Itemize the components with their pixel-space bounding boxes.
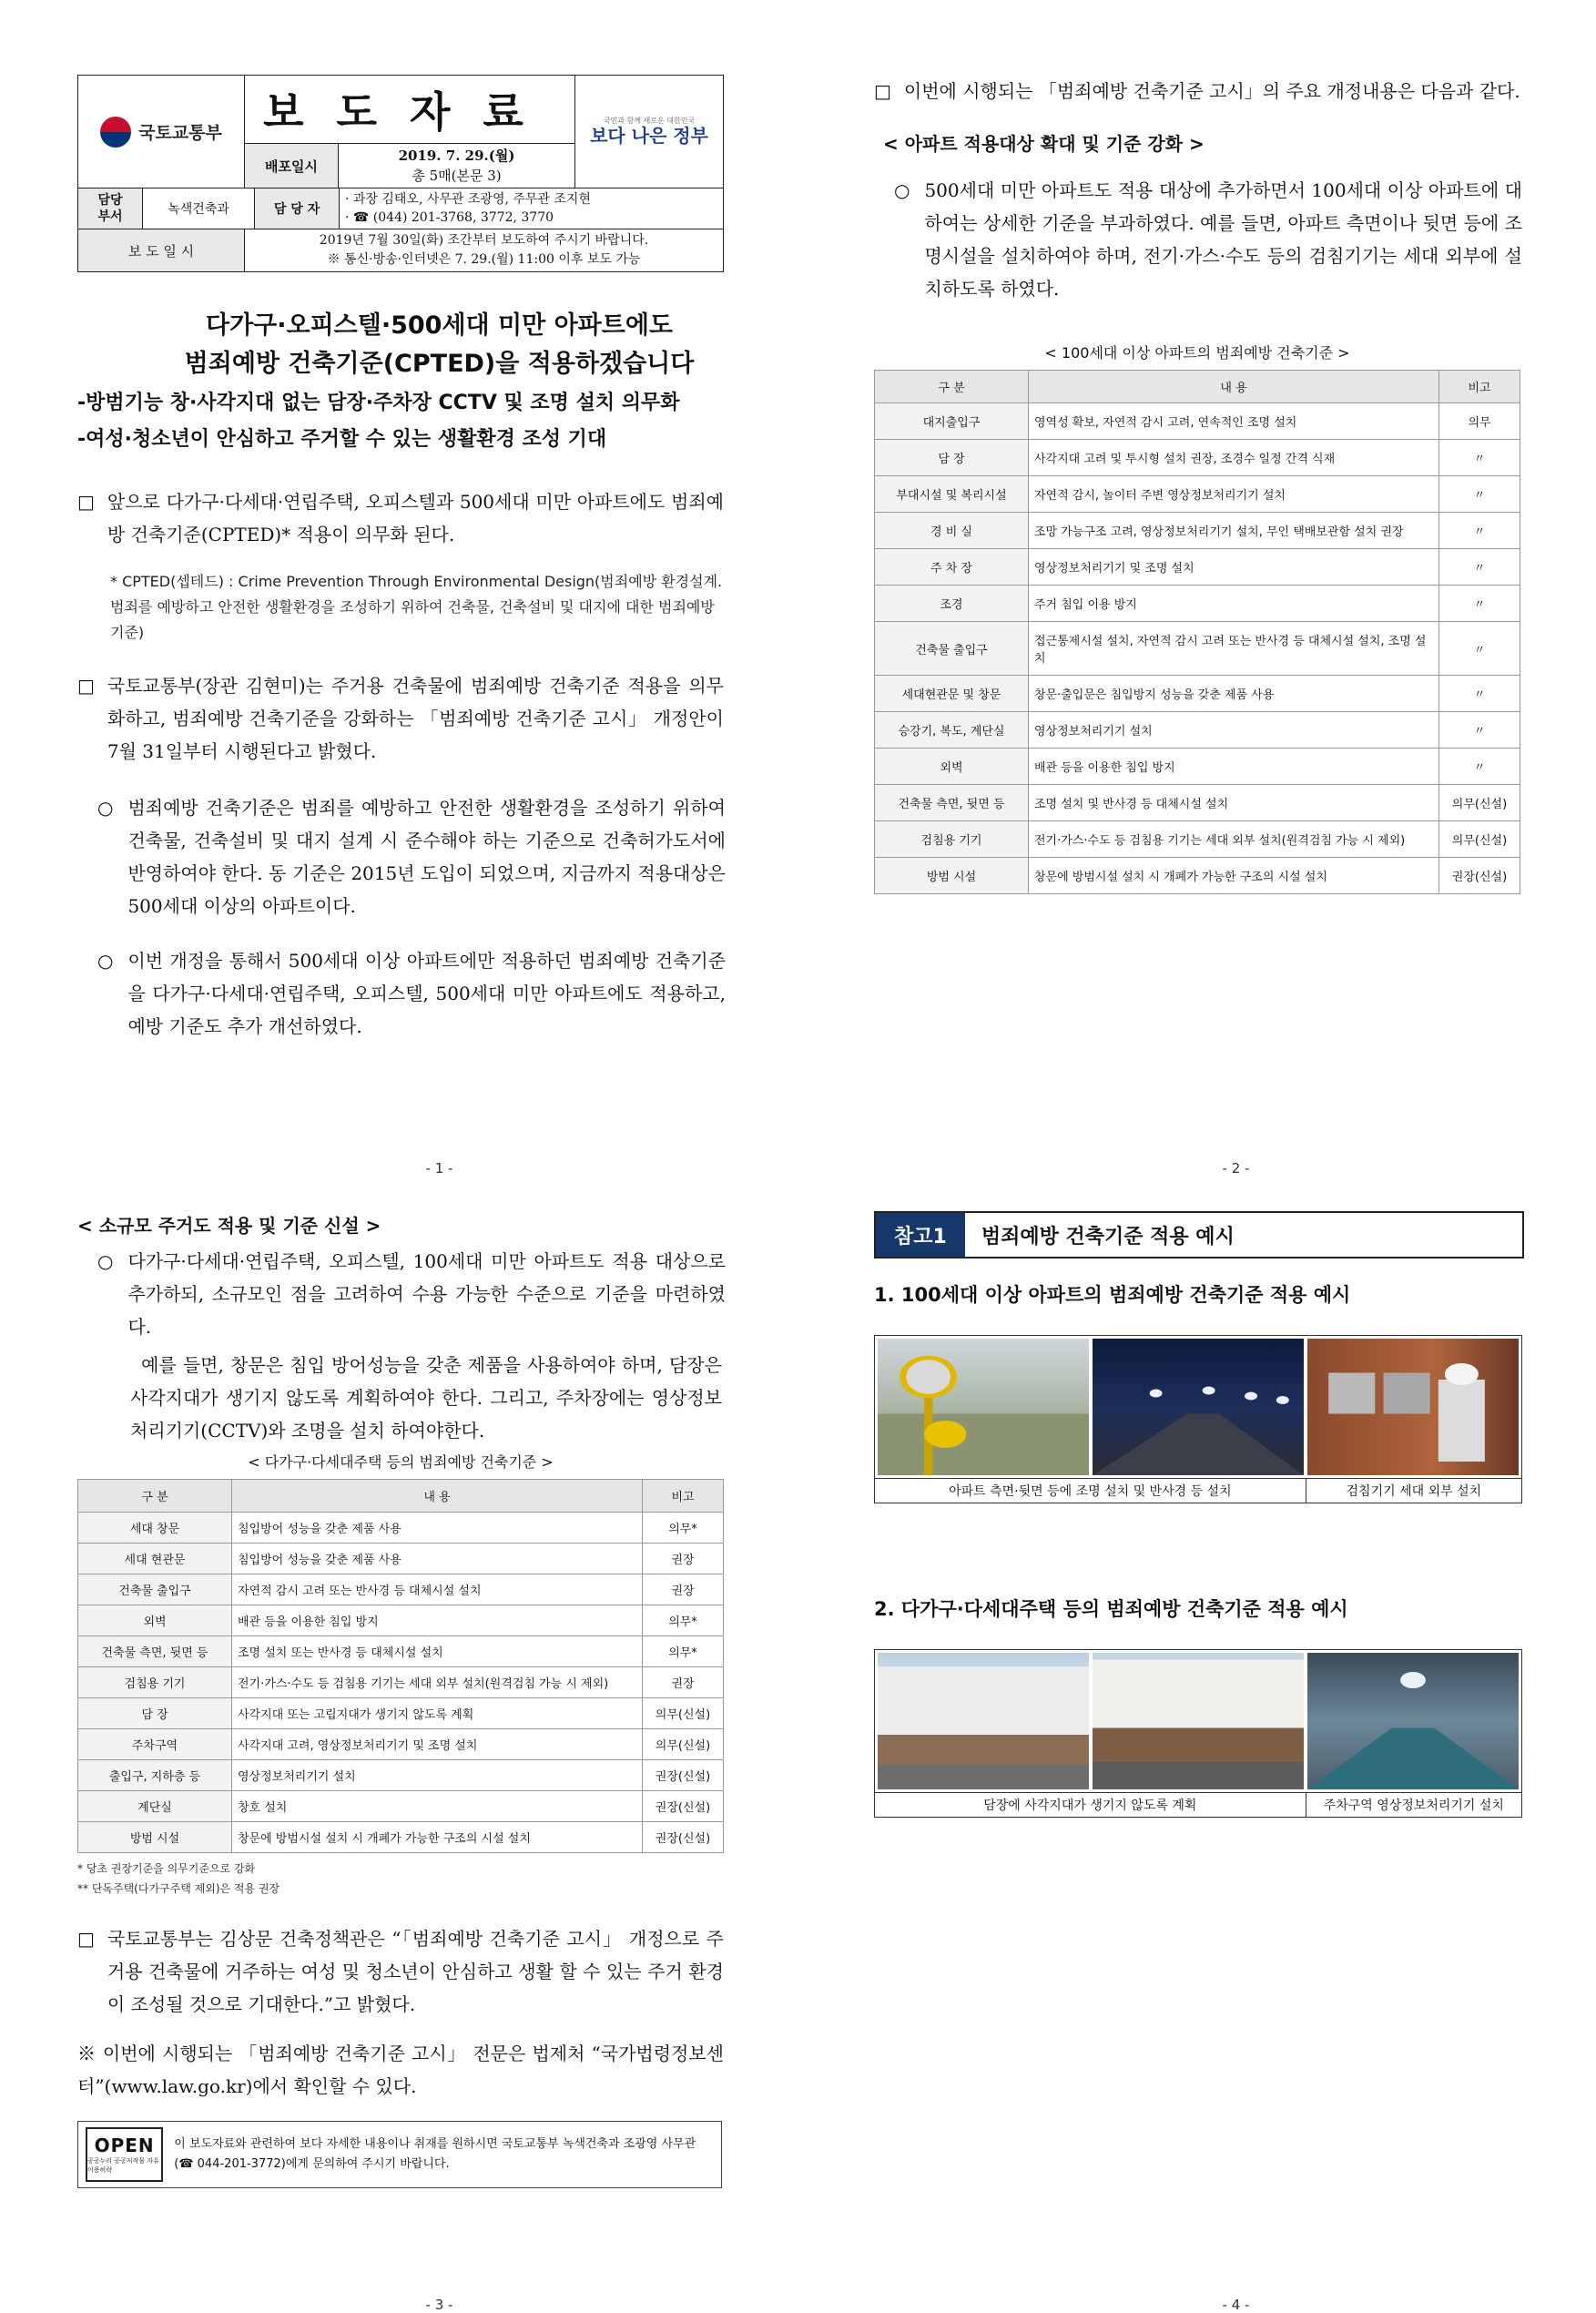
photo-group-2 xyxy=(874,1649,1522,1818)
content-cell: 침입방어 성능을 갖춘 제품 사용 xyxy=(232,1544,643,1574)
category-cell: 세대 창문 xyxy=(78,1513,232,1544)
gov-logo: 국민과 함께 새로운 대한민국 보다 나은 정부 xyxy=(590,117,708,147)
circle-bullet-icon: ○ xyxy=(97,1250,114,1272)
photo-caption: 검침기기 세대 외부 설치 xyxy=(1346,1484,1482,1499)
category-cell: 세대 현관문 xyxy=(78,1544,232,1574)
open-license-logo: OPEN 공공누리 공공저작물 자유이용허락 xyxy=(86,2127,163,2182)
release-label: 보 도 일 시 xyxy=(78,229,245,272)
category-cell: 계단실 xyxy=(78,1791,232,1822)
remark-cell: 의무(신설) xyxy=(643,1729,724,1760)
square-bullet-icon: □ xyxy=(77,491,95,513)
ministry-logo-cell xyxy=(78,76,245,189)
category-cell: 승강기, 복도, 계단실 xyxy=(875,712,1029,749)
ministry-logo: 국토교통부 xyxy=(84,117,239,148)
remark-cell: 〃 xyxy=(1439,586,1520,622)
table-row xyxy=(78,1822,724,1853)
paragraph-3: ○ 범죄예방 건축기준은 범죄를 예방하고 안전한 생활환경을 조성하기 위하여 건축물, 건축설비 및 대지 설계 시 준수해야 하는 기준으로 건축허가도서에 반영하여야 한다. 동 기준은 2015년 도입이 되었으며, 지금까지 적용대상은 500세대 이상의 아파트이다. xyxy=(77,791,726,922)
remark-cell: 의무(신설) xyxy=(1439,821,1520,858)
footnote-2: ** 단독주택(다가구주택 제외)은 적용 권장 xyxy=(77,1882,280,1895)
remark-cell: 〃 xyxy=(1439,513,1520,549)
category-cell: 건축물 출입구 xyxy=(78,1574,232,1605)
remark-cell: 권장(신설) xyxy=(643,1760,724,1791)
square-bullet-icon: □ xyxy=(874,80,891,102)
table-row xyxy=(875,549,1520,586)
square-bullet-icon: □ xyxy=(77,675,95,697)
content-cell: 창호 설치 xyxy=(232,1791,643,1822)
remark-cell: 의무(신설) xyxy=(1439,785,1520,821)
paragraph-3: □ 국토교통부는 김상문 건축정책관은 “「범죄예방 건축기준 고시」 개정으로 주거용 건축물에 거주하는 여성 및 청소년이 안심하고 생활 할 수 있는 주거 환경이 조성될 것으로 기대한다.”고 밝혔다. xyxy=(77,1922,724,2021)
category-cell: 방범 시설 xyxy=(875,858,1029,894)
page-number: - 1 - xyxy=(425,1160,453,1177)
content-cell: 자연적 감시 고려 또는 반사경 등 대체시설 설치 xyxy=(232,1574,643,1605)
content-cell: 영상정보처리기기 설치 xyxy=(232,1760,643,1791)
table-row xyxy=(875,513,1520,549)
category-cell: 검침용 기기 xyxy=(875,821,1029,858)
category-cell: 담 장 xyxy=(78,1698,232,1729)
circle-bullet-icon: ○ xyxy=(894,179,910,201)
category-cell: 조경 xyxy=(875,586,1029,622)
staff-label: 담 당 자 xyxy=(255,189,340,229)
category-cell: 건축물 측면, 뒷면 등 xyxy=(78,1636,232,1667)
remark-cell: 권장 xyxy=(643,1544,724,1574)
category-cell: 외벽 xyxy=(78,1605,232,1636)
small-housing-criteria-table xyxy=(77,1479,724,1853)
release-line-2: ※ 통신·방송·인터넷은 7. 29.(월) 11:00 이후 보도 가능 xyxy=(327,252,641,267)
table-row xyxy=(78,1698,724,1729)
table-header-row xyxy=(875,371,1520,403)
page-number: - 4 - xyxy=(1222,2297,1250,2313)
category-cell: 세대현관문 및 창문 xyxy=(875,676,1029,712)
content-cell: 전기·가스·수도 등 검침용 기기는 세대 외부 설치(원격검침 가능 시 제외) xyxy=(1029,821,1439,858)
paragraph-1: □ 앞으로 다가구·다세대·연립주택, 오피스텔과 500세대 미만 아파트에도 범죄예방 건축기준(CPTED)* 적용이 의무화 된다. xyxy=(77,485,724,551)
table-row xyxy=(875,858,1520,894)
remark-cell: 의무* xyxy=(643,1513,724,1544)
category-cell: 주 차 장 xyxy=(875,549,1029,586)
section-2-heading: 2. 다가구·다세대주택 등의 범죄예방 건축기준 적용 예시 xyxy=(874,1598,1348,1620)
table-body xyxy=(78,1513,724,1853)
category-cell: 건축물 출입구 xyxy=(875,622,1029,676)
remark-cell: 권장 xyxy=(643,1574,724,1605)
table-row xyxy=(78,1729,724,1760)
cpted-footnote: * CPTED(셉테드) : Crime Prevention Through Environmental Design(범죄예방 환경설계. 범죄를 예방하고 안전한 생활환경을 조성하기 위하여 건축물, 건축설비 및 대지에 대한 범죄예방 기준) xyxy=(110,573,723,641)
reference-title: 범죄예방 건축기준 적용 예시 xyxy=(981,1225,1235,1248)
reference-tag: 참고1 xyxy=(876,1213,965,1257)
staff-row xyxy=(78,189,724,229)
table-row xyxy=(875,622,1520,676)
content-cell: 영역성 확보, 자연적 감시 고려, 연속적인 조명 설치 xyxy=(1029,403,1439,440)
remark-cell: 〃 xyxy=(1439,622,1520,676)
table-header-row xyxy=(78,1480,724,1513)
photo-caption: 아파트 측면·뒷면 등에 조명 설치 및 반사경 등 설치 xyxy=(875,1479,1306,1503)
distribution-date: 2019. 7. 29.(월) xyxy=(398,148,515,164)
night-lighting-photo xyxy=(1093,1339,1304,1475)
parking-cctv-photo xyxy=(1307,1653,1519,1789)
category-cell: 출입구, 지하층 등 xyxy=(78,1760,232,1791)
content-cell: 사각지대 고려 및 투시형 설치 권장, 조경수 일정 간격 식재 xyxy=(1029,440,1439,476)
press-header-table xyxy=(77,75,724,272)
remark-cell: 〃 xyxy=(1439,712,1520,749)
content-cell: 창문에 방범시설 설치 시 개폐가 가능한 구조의 시설 설치 xyxy=(232,1822,643,1853)
dept-label: 담당 부서 xyxy=(78,189,143,229)
table-row xyxy=(78,1605,724,1636)
category-cell: 대지출입구 xyxy=(875,403,1029,440)
staff-names: · 과장 김태오, 사무관 조광영, 주무관 조지현 xyxy=(345,192,591,207)
contact-footer xyxy=(77,2121,722,2188)
gov-logo-cell xyxy=(575,76,724,189)
content-cell: 영상정보처리기기 및 조명 설치 xyxy=(1029,549,1439,586)
remark-cell: 의무(신설) xyxy=(643,1698,724,1729)
paragraph-4: ○ 이번 개정을 통해서 500세대 이상 아파트에만 적용하던 범죄예방 건축기준을 다가구·다세대·연립주택, 오피스텔, 500세대 미만 아파트에도 적용하고, 예방 기준도 추가 개선하였다. xyxy=(77,944,726,1043)
photo-caption: 담장에 사각지대가 생기지 않도록 계획 xyxy=(875,1793,1306,1817)
headline-line-2: 범죄예방 건축기준(CPTED)을 적용하겠습니다 xyxy=(184,350,695,378)
remark-cell: 권장(신설) xyxy=(1439,858,1520,894)
circle-bullet-icon: ○ xyxy=(97,950,114,972)
table-row xyxy=(78,1513,724,1544)
taeguk-icon xyxy=(100,117,131,148)
category-cell: 주차구역 xyxy=(78,1729,232,1760)
remark-cell: 권장 xyxy=(643,1667,724,1698)
content-cell: 조명 설치 또는 반사경 등 대체시설 설치 xyxy=(232,1636,643,1667)
press-title: 보도자료 xyxy=(245,76,575,144)
paragraph-2: ○ 500세대 미만 아파트도 적용 대상에 추가하면서 100세대 이상 아파트에 대하여는 상세한 기준을 부과하였다. 예를 들면, 아파트 측면이나 뒷면 등에 조명시설을 설치하여야 하며, 전기·가스·수도 등의 검침기기는 세대 외부에 설치하도록 하였다. xyxy=(874,174,1522,305)
release-info xyxy=(245,229,724,272)
table-row xyxy=(875,712,1520,749)
remark-cell: 의무* xyxy=(643,1605,724,1636)
column-header: 비고 xyxy=(1439,371,1520,403)
headline xyxy=(77,307,801,383)
remark-cell: 의무 xyxy=(1439,403,1520,440)
staff-info xyxy=(340,189,724,229)
square-bullet-icon: □ xyxy=(77,1928,95,1950)
content-cell: 조망 가능구조 고려, 영상정보처리기기 설치, 무인 택배보관함 설치 권장 xyxy=(1029,513,1439,549)
table-caption: < 100세대 이상 아파트의 범죄예방 건축기준 > xyxy=(1044,344,1350,362)
remark-cell: 〃 xyxy=(1439,549,1520,586)
reference-title-box xyxy=(874,1211,1524,1258)
category-cell: 부대시설 및 복리시설 xyxy=(875,476,1029,513)
category-cell: 방범 시설 xyxy=(78,1822,232,1853)
page-1 xyxy=(77,75,801,1177)
table-row xyxy=(875,403,1520,440)
table-caption: < 다가구·다세대주택 등의 범죄예방 건축기준 > xyxy=(248,1453,554,1471)
content-cell: 창문에 방범시설 설치 시 개폐가 가능한 구조의 시설 설치 xyxy=(1029,858,1439,894)
apartment-criteria-table xyxy=(874,370,1520,894)
category-cell: 건축물 측면, 뒷면 등 xyxy=(875,785,1029,821)
table-row xyxy=(78,1791,724,1822)
meter-outside-photo xyxy=(1307,1339,1519,1475)
content-cell: 창문·출입문은 침입방지 성능을 갖춘 제품 사용 xyxy=(1029,676,1439,712)
content-cell: 영상정보처리기기 설치 xyxy=(1029,712,1439,749)
circle-bullet-icon: ○ xyxy=(97,797,114,819)
remark-cell: 〃 xyxy=(1439,476,1520,513)
content-cell: 사각지대 고려, 영상정보처리기기 및 조명 설치 xyxy=(232,1729,643,1760)
photo-group-1 xyxy=(874,1335,1522,1503)
table-row xyxy=(78,1574,724,1605)
paragraph-4: ※ 이번에 시행되는 「범죄예방 건축기준 고시」 전문은 법제처 “국가법령정보센터”(www.law.go.kr)에서 확인할 수 있다. xyxy=(77,2043,724,2097)
page-count: 총 5매(본문 3) xyxy=(412,168,502,184)
category-cell: 담 장 xyxy=(875,440,1029,476)
table-row xyxy=(875,476,1520,513)
remark-cell: 권장(신설) xyxy=(643,1822,724,1853)
table-row xyxy=(875,440,1520,476)
headline-line-1: 다가구·오피스텔·500세대 미만 아파트에도 xyxy=(206,311,673,340)
page-number: - 2 - xyxy=(1222,1160,1250,1177)
reflector-mirror-photo xyxy=(878,1339,1089,1475)
page-2 xyxy=(874,75,1596,1177)
paragraph-1: ○ 다가구·다세대·연립주택, 오피스텔, 100세대 미만 아파트도 적용 대상으로 추가하되, 소규모인 점을 고려하여 수용 가능한 수준으로 기준을 마련하였다. xyxy=(77,1245,726,1343)
page-4 xyxy=(874,1211,1596,2313)
dept-name: 녹색건축과 xyxy=(143,189,255,229)
table-row xyxy=(875,785,1520,821)
column-header: 비고 xyxy=(643,1480,724,1513)
remark-cell: 〃 xyxy=(1439,440,1520,476)
section-heading: < 소규모 주거도 적용 및 기준 신설 > xyxy=(77,1215,381,1237)
contact-text: 이 보도자료와 관련하여 보다 자세한 내용이나 취재를 원하시면 국토교통부 녹색건축과 조광영 사무관(☎ 044-201-3772)에게 문의하여 주시기 바랍니다. xyxy=(174,2137,696,2171)
paragraph-1: □ 이번에 시행되는 「범죄예방 건축기준 고시」의 주요 개정내용은 다음과 같다. xyxy=(874,75,1520,107)
remark-cell: 의무* xyxy=(643,1636,724,1667)
content-cell: 접근통제시설 설치, 자연적 감시 고려 또는 반사경 등 대체시설 설치, 조명 설치 xyxy=(1029,622,1439,676)
category-cell: 외벽 xyxy=(875,749,1029,785)
subheadline xyxy=(77,385,801,458)
distribution-info xyxy=(339,144,575,189)
fence-photo-2 xyxy=(1093,1653,1304,1789)
paragraph-2: □ 국토교통부(장관 김현미)는 주거용 건축물에 범죄예방 건축기준 적용을 의무화하고, 범죄예방 건축기준을 강화하는 「범죄예방 건축기준 고시」 개정안이 7월 31일부터 시행된다고 밝혔다. xyxy=(77,669,724,768)
table-footnotes xyxy=(77,1859,801,1899)
content-cell: 배관 등을 이용한 침입 방지 xyxy=(232,1605,643,1636)
content-cell: 자연적 감시, 놀이터 주변 영상정보처리기기 설치 xyxy=(1029,476,1439,513)
content-cell: 주거 침입 이용 방지 xyxy=(1029,586,1439,622)
category-cell: 경 비 실 xyxy=(875,513,1029,549)
remark-cell: 〃 xyxy=(1439,749,1520,785)
remark-cell: 권장(신설) xyxy=(643,1791,724,1822)
photo-caption: 주차구역 영상정보처리기기 설치 xyxy=(1323,1798,1504,1813)
column-header: 내 용 xyxy=(1029,371,1439,403)
paragraph-2: 예를 들면, 창문은 침입 방어성능을 갖춘 제품을 사용하여야 하며, 담장은 사각지대가 생기지 않도록 계획하여야 한다. 그리고, 주차장에는 영상정보처리기기(CCTV)와 조명을 설치 하여야한다. xyxy=(130,1354,722,1442)
content-cell: 조명 설치 및 반사경 등 대체시설 설치 xyxy=(1029,785,1439,821)
table-row xyxy=(875,586,1520,622)
fence-photo-1 xyxy=(878,1653,1089,1789)
column-header: 구 분 xyxy=(875,371,1029,403)
section-heading: < 아파트 적용대상 확대 및 기준 강화 > xyxy=(883,133,1205,155)
staff-phone: · ☎ (044) 201-3768, 3772, 3770 xyxy=(345,210,554,225)
table-row xyxy=(875,749,1520,785)
content-cell: 침입방어 성능을 갖춘 제품 사용 xyxy=(232,1513,643,1544)
table-body xyxy=(875,403,1520,894)
content-cell: 전기·가스·수도 등 검침용 기기는 세대 외부 설치(원격검침 가능 시 제외) xyxy=(232,1667,643,1698)
table-row xyxy=(875,821,1520,858)
content-cell: 배관 등을 이용한 침입 방지 xyxy=(1029,749,1439,785)
subheadline-1: -방범기능 창·사각지대 없는 담장·주차장 CCTV 및 조명 설치 의무화 xyxy=(77,392,680,414)
column-header: 내 용 xyxy=(232,1480,643,1513)
content-cell: 사각지대 또는 고립지대가 생기지 않도록 계획 xyxy=(232,1698,643,1729)
subheadline-2: -여성·청소년이 안심하고 주거할 수 있는 생활환경 조성 기대 xyxy=(77,428,607,451)
distribution-label: 배포일시 xyxy=(245,144,339,189)
page-number: - 3 - xyxy=(425,2297,453,2313)
table-row xyxy=(78,1544,724,1574)
page-3 xyxy=(77,1211,801,2313)
footnote-1: * 당초 권장기준을 의무기준으로 강화 xyxy=(77,1862,256,1875)
table-row xyxy=(78,1760,724,1791)
release-line-1: 2019년 7월 30일(화) 조간부터 보도하여 주시기 바랍니다. xyxy=(319,233,649,248)
table-row xyxy=(78,1636,724,1667)
column-header: 구 분 xyxy=(78,1480,232,1513)
section-1-heading: 1. 100세대 이상 아파트의 범죄예방 건축기준 적용 예시 xyxy=(874,1284,1351,1306)
table-row xyxy=(875,676,1520,712)
table-row xyxy=(78,1667,724,1698)
category-cell: 검침용 기기 xyxy=(78,1667,232,1698)
remark-cell: 〃 xyxy=(1439,676,1520,712)
